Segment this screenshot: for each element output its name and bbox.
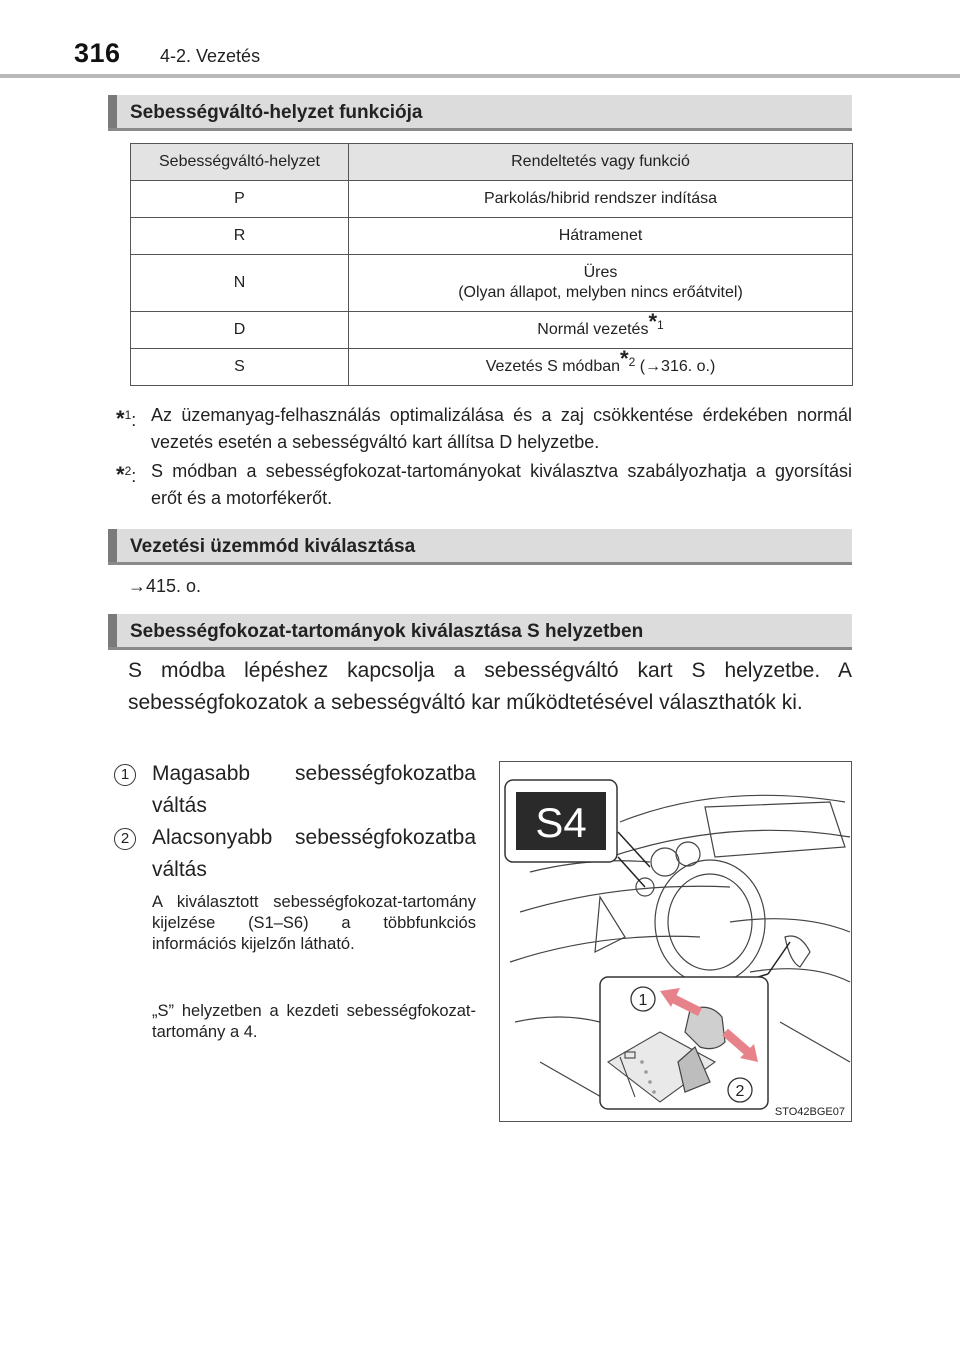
table-cell	[349, 309, 853, 349]
table-cell: P	[131, 181, 349, 218]
section-heading-s-mode	[108, 614, 852, 650]
table-header-cell: Rendeltetés vagy funkció	[349, 144, 853, 181]
table-row	[131, 255, 853, 312]
display-text: S4	[535, 799, 587, 846]
table-cell: S	[131, 349, 349, 386]
section-title: Vezetési üzemmód kiválasztása	[130, 536, 416, 557]
list-item	[114, 758, 476, 822]
item-text: Alacsonyabb sebességfokozatba váltás	[152, 826, 476, 881]
page-reference: →415. o.	[128, 576, 202, 596]
table-cell: D	[131, 312, 349, 349]
heading-bar	[108, 529, 117, 562]
cell-line: (Olyan állapot, melyben nincs erőátvitel)	[458, 284, 743, 301]
figure-code: STO42BGE07	[774, 1106, 845, 1118]
heading-bar	[108, 614, 117, 647]
footnote-ref: *2	[620, 346, 636, 371]
page-reference: (→316. o.)	[635, 358, 716, 375]
section-heading-shift-position	[108, 95, 852, 131]
header-rule	[0, 74, 960, 78]
callout-1-text: 1	[638, 992, 648, 1009]
callout-2-text: 2	[735, 1083, 745, 1100]
table-row	[131, 218, 853, 255]
item-number: 2	[114, 828, 136, 850]
illustration-drawing	[500, 762, 852, 1122]
table-cell	[349, 346, 853, 386]
section-title: Sebességváltó-helyzet funkciója	[130, 102, 423, 123]
table-cell: Hátramenet	[349, 218, 853, 255]
note-paragraph: A kiválasztott sebességfokozat-tartomány kijelzése (S1–S6) a többfunkciós információs kijelzőn látható.	[152, 893, 476, 953]
table-row	[131, 312, 853, 349]
footnote-2: *$^2$: S módban a sebességfokozat-tartományokat kiválasztva szabályozhatja a gyorsítási erőt és a motorfékerőt.	[116, 458, 852, 512]
cell-text: Vezetés S módban	[485, 358, 621, 375]
item-text: Magasabb sebességfokozatba váltás	[152, 762, 476, 817]
item-number: 1	[114, 764, 136, 786]
table-row	[131, 181, 853, 218]
section-title: Sebességfokozat-tartományok kiválasztása S helyzetben	[130, 621, 644, 642]
table-cell: R	[131, 218, 349, 255]
footnote-ref: *1	[648, 309, 664, 334]
shift-position-table	[130, 143, 853, 386]
table-row	[131, 349, 853, 386]
footnote-text: S módban a sebességfokozat-tartományokat kiválasztva szabályozhatja a gyorsítási erőt és a motorfékerőt.	[151, 461, 852, 508]
note-paragraph: „S” helyzetben a kezdeti sebességfokozat-tartomány a 4.	[152, 1002, 476, 1041]
section-heading-drive-mode	[108, 529, 852, 565]
heading-bar	[108, 95, 117, 128]
table-cell: Parkolás/hibrid rendszer indítása	[349, 181, 853, 218]
table-cell	[349, 255, 853, 312]
table-header-row	[131, 144, 853, 181]
shift-lever-illustration	[499, 761, 852, 1122]
footnote-1: *$^1$: Az üzemanyag-felhasználás optimalizálása és a zaj csökkentése érdekében normál vezetés esetén a sebességváltó kart állítsa D helyzetbe.	[116, 402, 852, 456]
list-item	[114, 822, 476, 886]
cell-line: Üres	[583, 264, 618, 281]
page-number: 316	[74, 38, 121, 68]
body-paragraph: S módba lépéshez kapcsolja a sebességváltó kart S helyzetbe. A sebességfokozatok a sebességváltó kar működtetésével választhatók ki.	[128, 659, 852, 714]
footnote-text: Az üzemanyag-felhasználás optimalizálása és a zaj csökkentése érdekében normál vezetés esetén a sebességváltó kart állítsa D helyzetbe.	[151, 405, 852, 452]
chapter-title: 4-2. Vezetés	[160, 46, 261, 66]
cell-text: Normál vezetés	[537, 321, 649, 338]
table-cell: N	[131, 255, 349, 312]
table-header-cell: Sebességváltó-helyzet	[131, 144, 349, 181]
